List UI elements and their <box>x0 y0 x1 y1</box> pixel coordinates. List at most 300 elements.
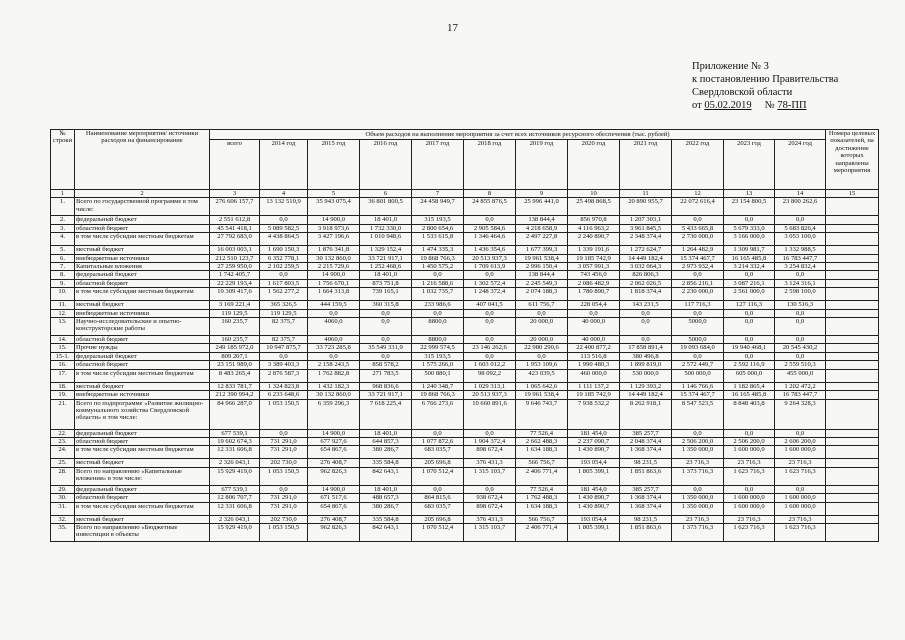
cell-year-value: 0,0 <box>775 429 826 437</box>
cell-year-value: 1 904 372,4 <box>464 437 516 445</box>
cell-year-value: 1 562 277,2 <box>260 288 308 301</box>
cell-year-value: 500 880,1 <box>412 369 464 382</box>
cell-year-value: 1 623 716,3 <box>724 523 775 541</box>
cell-year-value: 2 592 116,9 <box>724 361 775 369</box>
cell-year-value: 1 373 716,3 <box>672 523 724 541</box>
cell-year-value: 1 617 803,5 <box>260 279 308 287</box>
cell-year-value: 5 679 333,0 <box>724 224 775 232</box>
cell-year-value: 2 240 890,7 <box>568 233 620 246</box>
cell-year-value: 0,0 <box>775 318 826 336</box>
header-year: 2023 год <box>724 140 775 190</box>
cell-total: 12 833 781,7 <box>210 382 260 390</box>
table-row <box>51 271 879 279</box>
page-number: 17 <box>447 22 458 34</box>
cell-year-value: 24 458 949,7 <box>412 198 464 216</box>
cell-year-value: 181 454,0 <box>568 429 620 437</box>
cell-year-value: 739 165,1 <box>360 288 412 301</box>
cell-indicators <box>826 446 879 459</box>
cell-total: 160 235,7 <box>210 336 260 344</box>
cell-year-value: 3 057 991,3 <box>568 263 620 271</box>
cell-total: 677 539,1 <box>210 429 260 437</box>
cell-year-value: 2 230 000,0 <box>672 288 724 301</box>
cell-year-value: 0,0 <box>775 352 826 360</box>
row-number: 15. <box>51 344 75 352</box>
cell-year-value: 3 427 196,6 <box>308 233 360 246</box>
cell-indicators <box>826 246 879 254</box>
row-number: 11. <box>51 301 75 309</box>
cell-total: 27 792 683,0 <box>210 233 260 246</box>
cell-year-value: 644 857,3 <box>360 437 412 445</box>
appendix-line-1: Приложение № 3 <box>692 61 769 72</box>
cell-year-value: 14 900,0 <box>308 271 360 279</box>
cell-year-value: 23 800 262,6 <box>775 198 826 216</box>
cell-year-value: 3 961 845,5 <box>620 224 672 232</box>
cell-year-value: 1 339 191,6 <box>568 246 620 254</box>
column-number: 5 <box>308 190 360 198</box>
cell-year-value: 22 980 290,6 <box>516 344 568 352</box>
row-number: 29. <box>51 485 75 493</box>
cell-year-value: 36 801 800,5 <box>360 198 412 216</box>
cell-indicators <box>826 318 879 336</box>
cell-year-value: 1 032 735,7 <box>412 288 464 301</box>
cell-year-value: 3 124 316,1 <box>775 279 826 287</box>
cell-year-value: 1 600 000,0 <box>724 446 775 459</box>
cell-year-value: 2 506 200,0 <box>724 437 775 445</box>
cell-year-value: 1 756 670,1 <box>308 279 360 287</box>
cell-indicators <box>826 494 879 502</box>
cell-year-value: 1 436 354,6 <box>464 246 516 254</box>
table-row <box>51 318 879 336</box>
cell-year-value: 127 116,3 <box>724 301 775 309</box>
row-number: 15-1. <box>51 352 75 360</box>
cell-year-value: 19 868 766,3 <box>412 254 464 262</box>
cell-year-value: 1 762 882,8 <box>308 369 360 382</box>
cell-year-value: 22 072 616,4 <box>672 198 724 216</box>
cell-year-value: 1 129 393,2 <box>620 382 672 390</box>
appendix-heading <box>692 60 892 112</box>
cell-year-value: 0,0 <box>672 309 724 317</box>
row-number: 2. <box>51 216 75 224</box>
column-number: 9 <box>516 190 568 198</box>
cell-year-value: 898 672,4 <box>464 446 516 459</box>
row-number: 8. <box>51 271 75 279</box>
row-number: 32. <box>51 515 75 523</box>
cell-indicators <box>826 309 879 317</box>
cell-year-value: 856 970,8 <box>568 216 620 224</box>
cell-year-value: 1 053 150,5 <box>260 399 308 429</box>
cell-year-value: 1 346 464,6 <box>464 233 516 246</box>
cell-year-value: 193 054,4 <box>568 515 620 523</box>
header-year: 2019 год <box>516 140 568 190</box>
cell-total: 3 169 221,4 <box>210 301 260 309</box>
cell-year-value: 2 730 000,0 <box>672 233 724 246</box>
column-number: 3 <box>210 190 260 198</box>
row-number: 6. <box>51 254 75 262</box>
cell-total: 677 539,1 <box>210 485 260 493</box>
cell-indicators <box>826 263 879 271</box>
column-number: 15 <box>826 190 879 198</box>
row-number: 17. <box>51 369 75 382</box>
cell-year-value: 2 074 188,3 <box>516 288 568 301</box>
cell-year-value: 898 672,4 <box>464 502 516 515</box>
cell-year-value: 842 643,1 <box>360 523 412 541</box>
table-row <box>51 279 879 287</box>
cell-year-value: 77 526,4 <box>516 429 568 437</box>
cell-year-value: 181 454,0 <box>568 485 620 493</box>
cell-year-value: 677 927,6 <box>308 437 360 445</box>
row-name: местный бюджет <box>75 246 210 254</box>
cell-year-value: 5 089 582,5 <box>260 224 308 232</box>
cell-year-value: 0,0 <box>516 309 568 317</box>
table-row <box>51 382 879 390</box>
cell-year-value: 1 805 399,1 <box>568 467 620 485</box>
row-name: местный бюджет <box>75 301 210 309</box>
cell-indicators <box>826 361 879 369</box>
header-total: всего <box>210 140 260 190</box>
table-row <box>51 233 879 246</box>
cell-year-value: 1 302 572,4 <box>464 279 516 287</box>
cell-total: 12 806 707,7 <box>210 494 260 502</box>
cell-year-value: 2 237 090,7 <box>568 437 620 445</box>
cell-year-value: 24 855 876,5 <box>464 198 516 216</box>
cell-year-value: 2 876 587,3 <box>260 369 308 382</box>
cell-year-value: 1 450 575,2 <box>412 263 464 271</box>
cell-year-value: 19 868 766,3 <box>412 391 464 399</box>
cell-year-value: 205 696,8 <box>412 459 464 467</box>
cell-year-value: 1 664 313,8 <box>308 288 360 301</box>
cell-year-value: 98 231,5 <box>620 459 672 467</box>
cell-year-value: 4060,0 <box>308 336 360 344</box>
header-year: 2017 год <box>412 140 464 190</box>
column-number: 12 <box>672 190 724 198</box>
header-year: 2022 год <box>672 140 724 190</box>
cell-indicators <box>826 437 879 445</box>
cell-year-value: 335 584,8 <box>360 515 412 523</box>
cell-year-value: 23 716,3 <box>724 515 775 523</box>
row-name: областной бюджет <box>75 224 210 232</box>
cell-year-value: 455 000,0 <box>775 369 826 382</box>
cell-year-value: 0,0 <box>464 216 516 224</box>
cell-year-value: 2 406 771,4 <box>516 523 568 541</box>
cell-indicators <box>826 288 879 301</box>
table-row <box>51 369 879 382</box>
cell-indicators <box>826 271 879 279</box>
cell-year-value: 1 368 374,4 <box>620 446 672 459</box>
cell-year-value: 2 559 510,3 <box>775 361 826 369</box>
row-name: Всего по подпрограмме «Развитие жилищно-коммунального хозяйства Свердловской области» в том числе: <box>75 399 210 429</box>
table-row <box>51 391 879 399</box>
row-name: областной бюджет <box>75 437 210 445</box>
cell-year-value: 82 375,7 <box>260 336 308 344</box>
cell-year-value: 0,0 <box>775 336 826 344</box>
cell-year-value: 1 272 624,7 <box>620 246 672 254</box>
table-row <box>51 336 879 344</box>
row-name: областной бюджет <box>75 336 210 344</box>
cell-total: 27 259 950,0 <box>210 263 260 271</box>
cell-year-value: 1 990 480,3 <box>568 361 620 369</box>
cell-year-value: 0,0 <box>775 309 826 317</box>
cell-year-value: 3 214 332,4 <box>724 263 775 271</box>
row-number: 1. <box>51 198 75 216</box>
cell-year-value: 8 547 523,5 <box>672 399 724 429</box>
cell-year-value: 4 116 963,2 <box>568 224 620 232</box>
row-name: федеральный бюджет <box>75 216 210 224</box>
cell-total: 19 602 674,3 <box>210 437 260 445</box>
cell-year-value: 0,0 <box>724 352 775 360</box>
cell-indicators <box>826 459 879 467</box>
cell-year-value: 14 449 182,4 <box>620 391 672 399</box>
cell-year-value: 654 867,6 <box>308 502 360 515</box>
header-year: 2021 год <box>620 140 672 190</box>
row-name: федеральный бюджет <box>75 429 210 437</box>
cell-year-value: 0,0 <box>360 352 412 360</box>
cell-year-value: 16 783 447,7 <box>775 391 826 399</box>
cell-year-value: 2 572 449,7 <box>672 361 724 369</box>
row-name: областной бюджет <box>75 494 210 502</box>
cell-year-value: 1 430 890,7 <box>568 494 620 502</box>
cell-year-value: 611 756,7 <box>516 301 568 309</box>
cell-year-value: 365 326,5 <box>260 301 308 309</box>
cell-year-value: 1 600 000,0 <box>775 502 826 515</box>
cell-total: 15 929 419,0 <box>210 523 260 541</box>
cell-year-value: 1 953 109,6 <box>516 361 568 369</box>
cell-year-value: 1 146 766,6 <box>672 382 724 390</box>
cell-total: 212 510 123,7 <box>210 254 260 262</box>
cell-year-value: 1 600 000,0 <box>775 446 826 459</box>
row-number: 4. <box>51 233 75 246</box>
cell-year-value: 380 286,7 <box>360 502 412 515</box>
cell-year-value: 4 218 658,9 <box>516 224 568 232</box>
cell-year-value: 1 818 374,4 <box>620 288 672 301</box>
cell-year-value: 6 233 648,6 <box>260 391 308 399</box>
cell-year-value: 962 826,3 <box>308 467 360 485</box>
cell-year-value: 2 800 654,6 <box>412 224 464 232</box>
cell-year-value: 2 215 729,6 <box>308 263 360 271</box>
cell-year-value: 1 315 103,7 <box>464 467 516 485</box>
cell-year-value: 2 102 259,5 <box>260 263 308 271</box>
table-row <box>51 446 879 459</box>
row-number: 35. <box>51 523 75 541</box>
cell-year-value: 968 836,6 <box>360 382 412 390</box>
row-number: 14. <box>51 336 75 344</box>
cell-year-value: 1 053 150,5 <box>260 523 308 541</box>
table-row <box>51 263 879 271</box>
row-number: 10. <box>51 288 75 301</box>
cell-year-value: 0,0 <box>260 352 308 360</box>
cell-year-value: 77 526,4 <box>516 485 568 493</box>
cell-year-value: 0,0 <box>260 271 308 279</box>
row-number: 7. <box>51 263 75 271</box>
cell-year-value: 0,0 <box>260 429 308 437</box>
table-row <box>51 216 879 224</box>
cell-year-value: 23 716,3 <box>775 459 826 467</box>
cell-year-value: 0,0 <box>620 309 672 317</box>
cell-year-value: 6 766 273,6 <box>412 399 464 429</box>
cell-total: 12 331 606,8 <box>210 502 260 515</box>
column-number: 8 <box>464 190 516 198</box>
cell-year-value: 731 291,0 <box>260 437 308 445</box>
table-row <box>51 494 879 502</box>
cell-year-value: 0,0 <box>260 216 308 224</box>
cell-year-value: 15 374 467,7 <box>672 391 724 399</box>
table-row <box>51 309 879 317</box>
cell-year-value: 10 947 875,7 <box>260 344 308 352</box>
cell-year-value: 0,0 <box>724 309 775 317</box>
cell-year-value: 407 041,5 <box>464 301 516 309</box>
cell-year-value: 1 324 823,8 <box>260 382 308 390</box>
cell-year-value: 1 430 890,7 <box>568 502 620 515</box>
cell-year-value: 0,0 <box>308 309 360 317</box>
cell-year-value: 315 193,5 <box>412 352 464 360</box>
column-number: 14 <box>775 190 826 198</box>
cell-year-value: 566 756,7 <box>516 515 568 523</box>
cell-year-value: 0,0 <box>568 309 620 317</box>
cell-year-value: 315 193,5 <box>412 216 464 224</box>
cell-indicators <box>826 382 879 390</box>
cell-year-value: 3 166 000,0 <box>724 233 775 246</box>
table-row <box>51 523 879 541</box>
column-number: 4 <box>260 190 308 198</box>
cell-year-value: 0,0 <box>672 485 724 493</box>
table-row <box>51 288 879 301</box>
cell-year-value: 423 039,5 <box>516 369 568 382</box>
cell-year-value: 873 751,8 <box>360 279 412 287</box>
cell-indicators <box>826 485 879 493</box>
cell-year-value: 138 844,4 <box>516 271 568 279</box>
cell-year-value: 1 533 615,8 <box>412 233 464 246</box>
cell-year-value: 2 606 200,0 <box>775 437 826 445</box>
cell-year-value: 376 431,3 <box>464 515 516 523</box>
cell-year-value: 360 315,8 <box>360 301 412 309</box>
cell-year-value: 5000,0 <box>672 318 724 336</box>
cell-year-value: 1 762 488,3 <box>516 494 568 502</box>
cell-year-value: 2 996 150,4 <box>516 263 568 271</box>
cell-year-value: 19 093 684,0 <box>672 344 724 352</box>
table-row <box>51 361 879 369</box>
cell-year-value: 385 257,7 <box>620 429 672 437</box>
cell-year-value: 654 867,6 <box>308 446 360 459</box>
cell-indicators <box>826 224 879 232</box>
cell-year-value: 1 216 588,6 <box>412 279 464 287</box>
cell-year-value: 35 549 331,9 <box>360 344 412 352</box>
cell-year-value: 0,0 <box>724 485 775 493</box>
cell-year-value: 1 252 468,6 <box>360 263 412 271</box>
row-number: 12. <box>51 309 75 317</box>
cell-year-value: 1 732 330,0 <box>360 224 412 232</box>
cell-year-value: 23 716,3 <box>672 515 724 523</box>
cell-year-value: 1 430 890,7 <box>568 446 620 459</box>
cell-year-value: 2 905 584,6 <box>464 224 516 232</box>
cell-year-value: 23 716,3 <box>672 459 724 467</box>
row-number: 25. <box>51 459 75 467</box>
cell-year-value: 138 844,4 <box>516 216 568 224</box>
cell-year-value: 376 431,3 <box>464 459 516 467</box>
cell-year-value: 683 035,7 <box>412 502 464 515</box>
cell-year-value: 0,0 <box>464 318 516 336</box>
cell-year-value: 205 696,8 <box>412 515 464 523</box>
cell-year-value: 0,0 <box>672 271 724 279</box>
cell-year-value: 864 815,6 <box>412 494 464 502</box>
row-number: 3. <box>51 224 75 232</box>
cell-year-value: 0,0 <box>724 318 775 336</box>
cell-year-value: 20 000,0 <box>516 318 568 336</box>
cell-total: 249 185 972,0 <box>210 344 260 352</box>
cell-year-value: 3 032 064,3 <box>620 263 672 271</box>
decree-from-label: от <box>692 100 702 111</box>
cell-year-value: 0,0 <box>775 485 826 493</box>
cell-year-value: 143 231,5 <box>620 301 672 309</box>
cell-year-value: 1 575 266,0 <box>412 361 464 369</box>
cell-year-value: 3 918 973,6 <box>308 224 360 232</box>
row-name: областной бюджет <box>75 279 210 287</box>
row-name: местный бюджет <box>75 515 210 523</box>
cell-year-value: 683 035,7 <box>412 446 464 459</box>
row-name: Всего по направлению «Бюджетные инвестиции в объекты <box>75 523 210 541</box>
cell-year-value: 4060,0 <box>308 318 360 336</box>
cell-year-value: 530 000,0 <box>620 369 672 382</box>
header-year: 2020 год <box>568 140 620 190</box>
cell-year-value: 193 054,4 <box>568 459 620 467</box>
cell-year-value: 14 900,0 <box>308 485 360 493</box>
cell-year-value: 1 709 613,9 <box>464 263 516 271</box>
cell-year-value: 1 623 716,3 <box>724 467 775 485</box>
cell-year-value: 2 048 374,4 <box>620 437 672 445</box>
cell-year-value: 0,0 <box>412 271 464 279</box>
cell-year-value: 2 973 932,4 <box>672 263 724 271</box>
cell-year-value: 1 248 372,4 <box>464 288 516 301</box>
cell-year-value: 18 401,0 <box>360 429 412 437</box>
cell-year-value: 0,0 <box>724 429 775 437</box>
row-name: федеральный бюджет <box>75 485 210 493</box>
cell-year-value: 271 783,5 <box>360 369 412 382</box>
cell-year-value: 0,0 <box>516 352 568 360</box>
row-name: в том числе субсидии местным бюджетам <box>75 502 210 515</box>
table-row <box>51 352 879 360</box>
cell-year-value: 1 350 000,0 <box>672 494 724 502</box>
header-year: 2024 год <box>775 140 826 190</box>
cell-year-value: 2 561 000,0 <box>724 288 775 301</box>
cell-total: 212 390 994,2 <box>210 391 260 399</box>
row-name: Капитальные вложения <box>75 263 210 271</box>
table-row <box>51 429 879 437</box>
cell-indicators <box>826 344 879 352</box>
column-number: 6 <box>360 190 412 198</box>
cell-year-value: 16 165 485,8 <box>724 254 775 262</box>
cell-year-value: 3 389 403,3 <box>260 361 308 369</box>
cell-year-value: 1 010 948,6 <box>360 233 412 246</box>
cell-total: 22 229 193,4 <box>210 279 260 287</box>
cell-year-value: 0,0 <box>464 309 516 317</box>
cell-year-value: 2 062 026,5 <box>620 279 672 287</box>
cell-year-value: 1 207 303,1 <box>620 216 672 224</box>
row-name: в том числе субсидии местным бюджетам <box>75 446 210 459</box>
table-row <box>51 224 879 232</box>
cell-total: 45 541 418,1 <box>210 224 260 232</box>
cell-year-value: 9 646 743,7 <box>516 399 568 429</box>
row-name: федеральный бюджет <box>75 352 210 360</box>
row-number: 9. <box>51 279 75 287</box>
cell-year-value: 1 309 981,7 <box>724 246 775 254</box>
cell-year-value: 444 159,5 <box>308 301 360 309</box>
cell-year-value: 117 716,3 <box>672 301 724 309</box>
cell-year-value: 2 086 482,9 <box>568 279 620 287</box>
cell-year-value: 605 000,0 <box>724 369 775 382</box>
header-year: 2014 год <box>260 140 308 190</box>
cell-year-value: 8 848 403,8 <box>724 399 775 429</box>
column-number: 11 <box>620 190 672 198</box>
cell-year-value: 5000,0 <box>672 336 724 344</box>
cell-year-value: 16 165 485,8 <box>724 391 775 399</box>
